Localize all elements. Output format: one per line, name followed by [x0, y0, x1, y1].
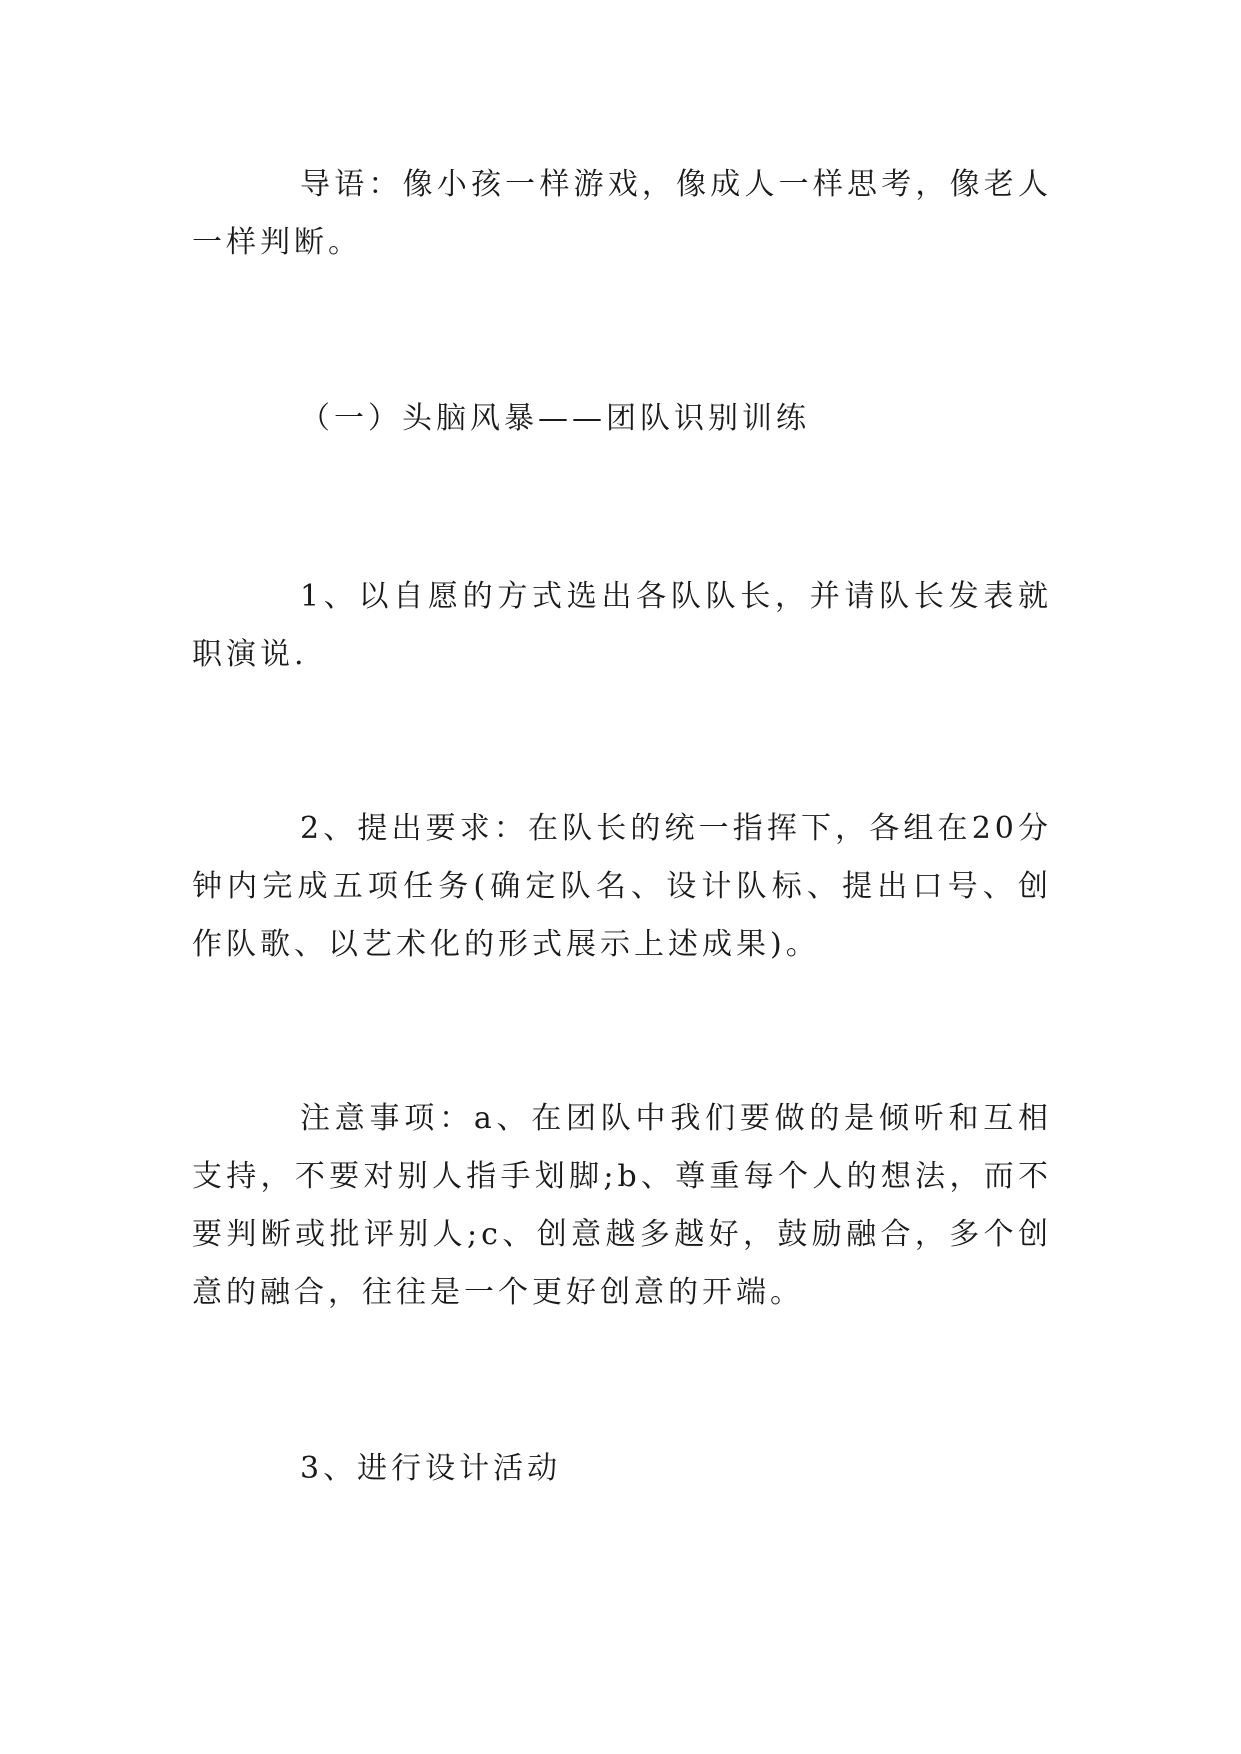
list-item-3: 3、进行设计活动: [300, 1451, 562, 1486]
intro-paragraph: 导语：像小孩一样游戏，像成人一样思考，像老人一样判断。: [192, 167, 1052, 260]
list-item-2: 2、提出要求：在队长的统一指挥下，各组在20分钟内完成五项任务(确定队名、设计队标、提出口号、创作队歌、以艺术化的形式展示上述成果)。: [192, 811, 1052, 962]
list-item-1: 1、以自愿的方式选出各队队长，并请队长发表就职演说.: [192, 579, 1052, 672]
section-heading: （一）头脑风暴——团队识别训练: [300, 401, 810, 436]
notes-paragraph: 注意事项：a、在团队中我们要做的是倾听和互相支持，不要对别人指手划脚;b、尊重每个人的想法，而不要判断或批评别人;c、创意越多越好，鼓励融合，多个创意的融合，往往是一个更好创意的开端。: [192, 1101, 1052, 1310]
